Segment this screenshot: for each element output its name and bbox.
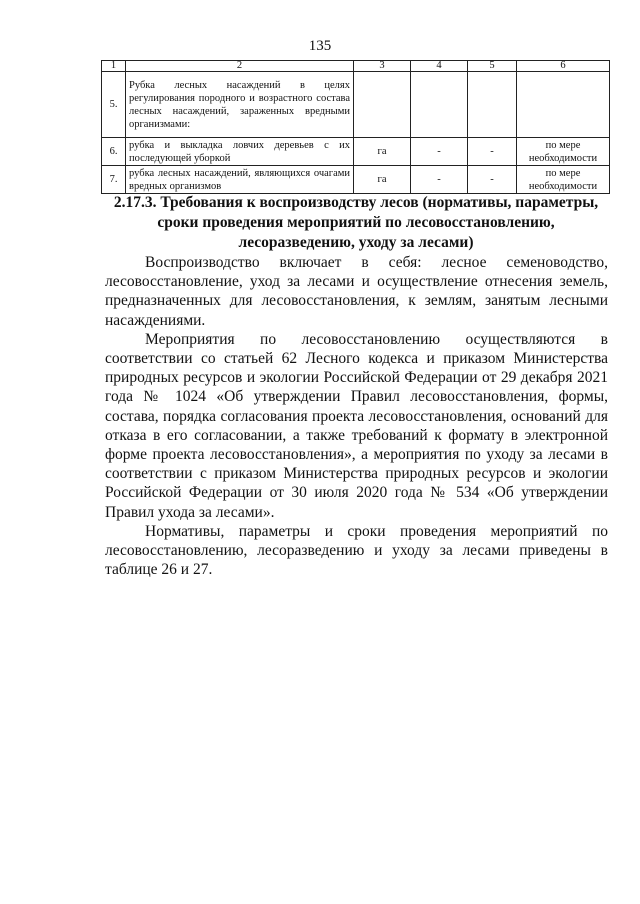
timing-cell: [517, 72, 610, 138]
section-heading: 2.17.3. Требования к воспроизводству лесов (нормативы, параметры, сроки проведения мероприятий по лесовосстановлению, лесоразведению, уходу за лесами): [113, 194, 599, 251]
table-row: [102, 72, 610, 138]
table-row: [102, 138, 610, 166]
timing-cell: по мере необходимости: [517, 166, 610, 194]
value-cell: -: [411, 166, 468, 194]
value-cell: -: [411, 138, 468, 166]
table-row: [102, 166, 610, 194]
column-header: 1: [102, 61, 126, 72]
column-header: 3: [354, 61, 411, 72]
measure-name: рубка лесных насаждений, являющихся очагами вредных организмов: [126, 166, 354, 194]
paragraph: Нормативы, параметры и сроки проведения мероприятий по лесовосстановлению, лесоразведению и уходу за лесами приведены в таблице 26 и 27.: [105, 522, 608, 579]
unit-cell: га: [354, 138, 411, 166]
column-header: 2: [126, 61, 354, 72]
page-number: 135: [308, 38, 332, 54]
unit-cell: га: [354, 166, 411, 194]
value-cell: [411, 72, 468, 138]
table-header-row: [102, 61, 610, 72]
value-cell: [468, 72, 517, 138]
column-header: 4: [411, 61, 468, 72]
row-number: 7.: [102, 166, 126, 194]
value-cell: -: [468, 166, 517, 194]
row-number: 6.: [102, 138, 126, 166]
column-header: 5: [468, 61, 517, 72]
column-header: 6: [517, 61, 610, 72]
measure-name: рубка и выкладка ловчих деревьев с их последующей уборкой: [126, 138, 354, 166]
body-text: [105, 253, 608, 579]
forest-measures-table: [101, 60, 610, 194]
unit-cell: [354, 72, 411, 138]
row-number: 5.: [102, 72, 126, 138]
paragraph: Воспроизводство включает в себя: лесное семеноводство, лесовосстановление, уход за лесами и осуществление отнесения земель, предназначенных для лесовосстановления, к землям, занятым лесными насаждениями.: [105, 254, 608, 329]
value-cell: -: [468, 138, 517, 166]
timing-cell: по мере необходимости: [517, 138, 610, 166]
measure-name: Рубка лесных насаждений в целях регулирования породного и возрастного состава лесных насаждений, зараженных вредными организмами:: [126, 72, 354, 138]
paragraph: Мероприятия по лесовосстановлению осуществляются в соответствии со статьей 62 Лесного кодекса и приказом Министерства природных ресурсов и экологии Российской Федерации от 29 декабря 2021 года № 1024 «Об утверждении Правил лесовосстановления, формы, состава, порядка согласования проекта лесовосстановления, оснований для отказа в его согласовании, а также требований к формату в электронной форме проекта лесовосстановления», а мероприятия по уходу за лесами в соответствии с приказом Министерства природных ресурсов и экологии Российской Федерации от 30 июля 2020 года № 534 «Об утверждении Правил ухода за лесами».: [105, 330, 608, 521]
